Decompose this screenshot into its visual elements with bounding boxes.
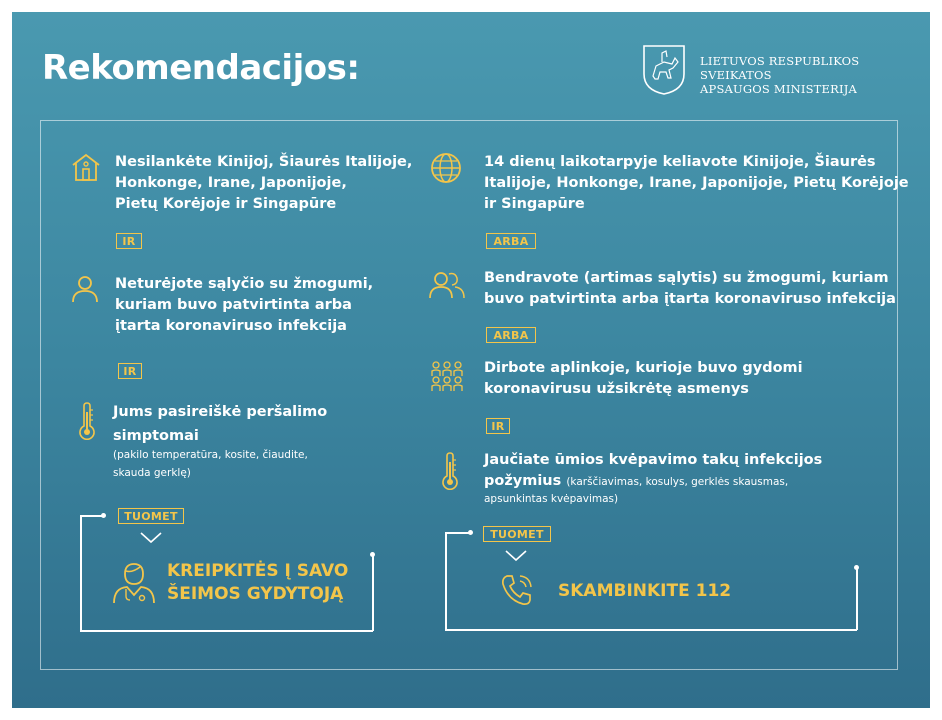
right-arba-tag-1: ARBA: [486, 233, 536, 249]
bracket-line: [372, 556, 374, 631]
page-title: Rekomendacijos:: [42, 48, 360, 88]
left-ir-tag-2: IR: [118, 363, 142, 379]
bracket-dot: [370, 552, 375, 557]
right-ir-tag: IR: [486, 418, 510, 434]
group-people-icon: [430, 360, 464, 392]
left-item-2: Neturėjote sąlyčio su žmogumi, kuriam buvo patvirtinta arba įtarta koronaviruso infekcija: [115, 276, 374, 334]
left-action-text: KREIPKITĖS Į SAVO ŠEIMOS GYDYTOJĄ: [167, 561, 349, 604]
bracket-line: [80, 515, 104, 517]
right-item-4-note: apsunkintas kvėpavimas): [484, 493, 619, 505]
left-tuomet-tag: TUOMET: [118, 508, 184, 524]
two-people-icon: [428, 270, 466, 300]
bracket-dot: [854, 565, 859, 570]
bracket-line: [856, 568, 858, 630]
bracket-line: [80, 515, 82, 631]
left-item-3-note: (pakilo temperatūra, kosite, čiaudite, skauda gerklę): [113, 449, 308, 479]
bracket-line: [445, 629, 857, 631]
coat-of-arms-icon: [642, 44, 686, 96]
chevron-down-icon: [505, 550, 527, 562]
right-arba-tag-2: ARBA: [486, 327, 536, 343]
right-item-3: Dirbote aplinkoje, kurioje buvo gydomi koronavirusu užsikrėtę asmenys: [484, 360, 803, 397]
globe-icon: [430, 152, 462, 184]
bracket-line: [445, 532, 470, 534]
thermometer-icon: [78, 402, 96, 440]
right-action-text: SKAMBINKITE 112: [558, 581, 732, 601]
right-item-2: Bendravote (artimas sąlytis) su žmogumi, kuriam buvo patvirtinta arba įtarta koronaviruso infekcija: [484, 270, 896, 307]
right-tuomet-tag: TUOMET: [483, 526, 551, 542]
poster: [12, 12, 930, 708]
house-icon: [70, 152, 102, 182]
phone-icon: [499, 572, 535, 608]
left-ir-tag-1: IR: [116, 233, 142, 249]
ministry-name: LIETUVOS RESPUBLIKOS SVEIKATOS APSAUGOS MINISTERIJA: [700, 54, 860, 96]
person-icon: [70, 274, 100, 304]
doctor-icon: [112, 560, 156, 604]
bracket-line: [445, 532, 447, 630]
thermometer-icon: [441, 452, 459, 490]
bracket-line: [80, 630, 373, 632]
right-item-1: 14 dienų laikotarpyje keliavote Kinijoje, Šiaurės Italijoje, Honkonge, Irane, Japonijoje, Pietų Korėjoje ir Singapūre: [484, 154, 909, 212]
left-item-1: Nesilankėte Kinijoj, Šiaurės Italijoje, Honkonge, Irane, Japonijoje, Pietų Korėjoje ir Singapūre: [115, 154, 413, 212]
chevron-down-icon: [140, 532, 162, 544]
left-item-3: Jums pasireiškė peršalimo simptomai: [113, 404, 328, 444]
right-item-4: Jaučiate ūmios kvėpavimo takų infekcijos požymius (karščiavimas, kosulys, gerklės skausmas,: [484, 452, 823, 489]
